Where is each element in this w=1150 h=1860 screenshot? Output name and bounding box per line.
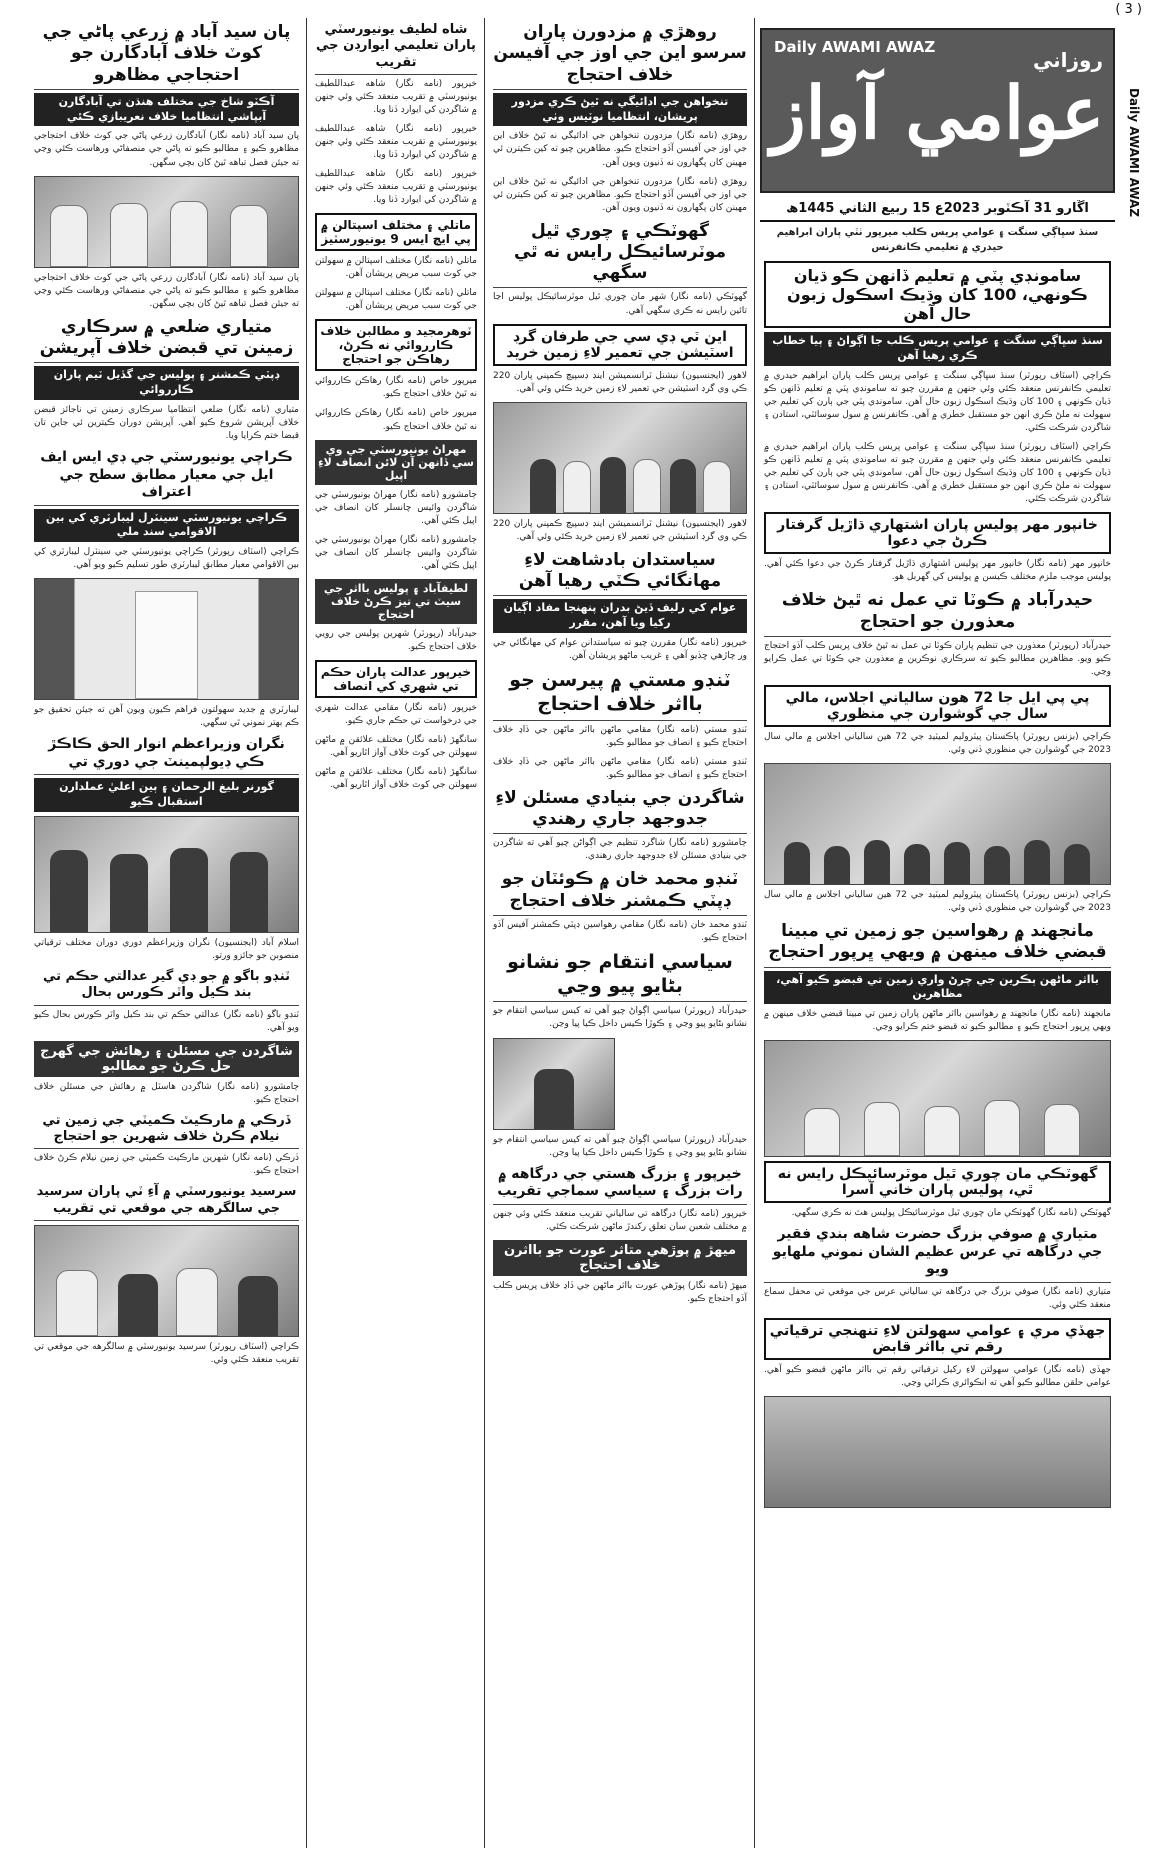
photo-figure (784, 842, 810, 884)
article-education: ڪراچي (اسٽاف رپورٽر) سنڌ سڀاڳي سنگت ۽ عوامي پريس ڪلب پاران ابراهيم حيدري ۾ تعليمي ڪانفرنس منعقد ڪئي وئي جنهن ۾ مقررن چيو ته سامونڊي پٽي ۾ تعليم ڏانهن ڪو ڌيان ڪونهي ۽ 100 کان وڌيڪ اسڪول زبون حال آهن. سامونڊي پٽي جي ٻارن کي تعليم جي سهولت نه ملڻ ڪري انهن جو مستقبل خطري ۾ آهي. ڪانفرنس ۾ سول سوسائٽي، استادن ۽ شاگردن شرڪت ڪئي. (764, 370, 1111, 433)
subheadline-matiari-land: ڊپٽي ڪمشنر ۽ پوليس جي گڏيل ٽيم پاران ڪارروائي (34, 366, 299, 400)
article-matiari-urs: متياري (نامه نگار) صوفي بزرگ جي درگاهه تي سالياني عرس جي موقعي تي محفل سماع منعقد ڪئي وئي. (764, 1286, 1111, 1310)
article-sanghar-cont: سانگهڙ (نامه نگار) مختلف علائقن ۾ ماڻهن سهولتن جي کوٽ خلاف آواز اٿاريو آهي. (315, 767, 477, 791)
article-political-revenge: حيدرآباد (رپورٽر) سياسي اڳواڻ چيو آهي ته کيس سياسي انتقام جو نشانو بڻايو پيو وڃي ۽ ڪوڙا ڪيس داخل ڪيا پيا وڃن. (493, 1006, 747, 1030)
article-ntdc-cont: لاهور (ايجنسيون) نيشنل ٽرانسميشن اينڊ ڊسپيچ ڪمپني پاران 220 ڪي وي گرڊ اسٽيشن جي تعمير لاءِ زمين خريد ڪئي وئي آهي. (493, 518, 747, 542)
headline-latifabad: لطيفآباد ۽ پوليس بااثر جي سيٽ تي تيز ڪرڻ خلاف احتجاج (315, 579, 477, 624)
photo-figure (924, 1106, 960, 1156)
column-3 (311, 18, 481, 1848)
subheadline-karachi-uni: ڪراچي يونيورسٽي سينٽرل ليبارٽري کي بين الاقوامي سند ملي (34, 509, 299, 543)
headline-matiari-urs: متياري ۾ صوفي بزرگ حضرت شاهه بندي فقير جي درگاهه تي عرس عظيم الشان نموني ملهايو ويو (764, 1226, 1111, 1283)
column-1 (760, 18, 1115, 1848)
column-rule (306, 18, 307, 1848)
headline-sirsyed: سرسيد يونيورسٽي ۾ آءِ ٽي پاران سرسيد جي سالگرهه جي موقعي تي تقريب (34, 1184, 299, 1221)
page-number: ( 3 ) (1115, 2, 1142, 17)
column-rule (484, 18, 485, 1848)
headline-hyderabad: حيدرآباد ۾ ڪوٽا تي عمل نه ٿيڻ خلاف معذورن جو احتجاج (764, 590, 1111, 637)
photo-figure (230, 205, 268, 267)
photo-portrait (493, 1038, 615, 1130)
masthead (760, 28, 1115, 193)
subheadline-manjhand: بااثر ماڻهن ٻڪرين جي چرڻ واري زمين تي قبضو ڪيو آهي، مظاهرين (764, 971, 1111, 1005)
headline-mehran: مهراڻ يونيورسٽي جي وي سي ڏانهن آن لائن انصاف لاءِ اپيل (315, 440, 477, 485)
article-pan-syedabad-cont: پان سيد آباد (نامه نگار) آبادگارن زرعي پاڻي جي کوٽ خلاف احتجاجي مظاهرو ڪيو ۽ مطالبو ڪيو ته پاڻي جي منصفاڻي ورهاست ڪئي وڃي ته جيئن فصل تباهه ٿيڻ کان بچي سگهن. (34, 272, 299, 309)
headline-daharki: ڏرڪي ۾ مارڪيٽ ڪميٽي جي زمين تي نيلام ڪرڻ خلاف شهرين جو احتجاج (34, 1113, 299, 1150)
photo-figure (864, 1102, 900, 1156)
photo-figure (170, 201, 208, 267)
photo-pm-visit (34, 816, 299, 933)
headline-tando-bago: ٽنڊو باگو ۾ جو ڊي گير عدالتي حڪم تي بند ڪيل واٽر ڪورس بحال (34, 969, 299, 1006)
photo-figure (1044, 1104, 1080, 1156)
headline-political-revenge: سياسي انتقام جو نشانو بڻايو پيو وڃي (493, 951, 747, 1003)
photo-figure (984, 1100, 1020, 1156)
headline-tando-mkhan: ٽنڊو محمد خان ۾ ڪوئٽان جو ڊپٽي ڪمشنر خلاف احتجاج (493, 869, 747, 916)
article-rohri: روهڙي (نامه نگار) مزدورن تنخواهن جي ادائيگي نه ٿيڻ خلاف اين جي اوز جي آفيسن آڏو احتجاج ڪيو. مظاهرين چيو ته کين ڪيترن ئي مهينن کان پگهارون نه ڏنيون ويون آهن. (493, 131, 747, 168)
article-mehar: ميهڙ (نامه نگار) پوڙهي عورت بااثر ماڻهن جي ڏاڍ خلاف پريس ڪلب آڏو احتجاج ڪيو. (493, 1280, 747, 1304)
subheadline-pm-visit: گورنر بليغ الرحمان ۽ ٻين اعليٰ عملدارن استقبال ڪيو (34, 778, 299, 812)
photo-ppl-meeting (764, 763, 1111, 885)
photo-figure (824, 846, 850, 884)
photo-figure (904, 844, 930, 884)
article-khanpur: خانپور مهر (نامه نگار) خانپور مهر پوليس اشتهاري ڌاڙيل گرفتار ڪرڻ جي دعوا ڪئي آهي. پوليس موجب ملزم مختلف ڪيسن ۾ پوليس کي گهربل هو. (764, 559, 1111, 583)
article-daharki: ڏرڪي (نامه نگار) شهرين مارڪيٽ ڪميٽي جي زمين نيلام ڪرڻ خلاف احتجاج ڪيو. (34, 1153, 299, 1177)
article-rohri-cont: روهڙي (نامه نگار) مزدورن تنخواهن جي ادائيگي نه ٿيڻ خلاف اين جي اوز جي آفيسن آڏو احتجاج ڪيو. مظاهرين چيو ته کين ڪيترن ئي مهينن کان پگهارون نه ڏنيون ويون آهن. (493, 176, 747, 213)
headline-salu: شاه لطيف يونيورسٽي پاران تعليمي ايوارڊن جي تقريب (315, 22, 477, 75)
article-latifabad: حيدرآباد (رپورٽر) شهرين پوليس جي رويي خلاف احتجاج ڪيو. (315, 628, 477, 652)
article-pan-syedabad: پان سيد آباد (نامه نگار) آبادگارن زرعي پاڻي جي کوٽ خلاف احتجاجي مظاهرو ڪيو ۽ مطالبو ڪيو ته پاڻي جي منصفاڻي ورهاست ڪئي وڃي ته جيئن فصل تباهه ٿيڻ کان بچي سگهن. (34, 131, 299, 168)
article-tando-bago: ٽنڊو باگو (نامه نگار) عدالتي حڪم تي بند ڪيل واٽر ڪورس بحال ڪيو ويو آهي. (34, 1009, 299, 1033)
headline-karachi-uni: ڪراچي يونيورسٽي جي ڊي ايس ايف ايل جي معيار مطابق سطح جي اعتراف (34, 449, 299, 506)
photo-lab-corridor (34, 578, 299, 700)
photo-figure (633, 459, 661, 513)
headline-students: شاگردن جي بنيادي مسئلن لاءِ جدوجهد جاري رهندي (493, 788, 747, 835)
photo-building (764, 1396, 1111, 1508)
headline-jhuddo: جهڏي مري ۽ عوامي سهولتن لاءِ تنهنجي ترقياتي رقم تي بااثر قابض (764, 1318, 1111, 1360)
article-matiari-land: متياري (نامه نگار) ضلعي انتظاميا سرڪاري زمينن تي ناجائز قبضن خلاف آپريشن شروع ڪيو آهي. آپريشن دوران ڪيترين ئي جاين تان قبضا ختم ڪرايا ويا. (34, 404, 299, 441)
headline-ppl: پي پي ايل جا 72 هون سالياني اجلاس، مالي سال جي گوشوارن جي منظوري (764, 685, 1111, 727)
photo-figure (56, 1270, 98, 1336)
headline-ghotki: گهوٽڪي مان چوري ٿيل موٽرسائيڪل رايس نه ٿي، پوليس پاران خاني آسرا (764, 1161, 1111, 1203)
article-khairpur-court: خيرپور (نامه نگار) مقامي عدالت شهري جي درخواست تي حڪم جاري ڪيو. (315, 702, 477, 726)
headline-matli: ماتلي ۽ مختلف اسپتالن ۾ پي ايچ ايس 9 يونيورسٽيز (315, 213, 477, 251)
article-ghotki-bike: گهوٽڪي (نامه نگار) شهر مان چوري ٿيل موٽرسائيڪل پوليس اڃا تائين رايس نه ڪري سگهي آهي. (493, 292, 747, 316)
subheadline-education: سنڌ سڀاڳي سنگت ۽ عوامي پريس ڪلب جا اڳواڻ ۽ ٻيا خطاب ڪري رهيا آهن (764, 332, 1111, 366)
article-matli: ماتلي (نامه نگار) مختلف اسپتالن ۾ سهولتن جي کوٽ سبب مريض پريشان آهن. (315, 256, 477, 280)
article-sirsyed: ڪراچي (اسٽاف رپورٽر) سرسيد يونيورسٽي ۾ سالگرهه جي موقعي تي تقريب منعقد ڪئي وئي. (34, 1341, 299, 1366)
column-rule (754, 18, 755, 1848)
photo-figure (238, 1276, 278, 1336)
article-residents-cont: ميرپور خاص (نامه نگار) رهاڪن ڪارروائي نه ٿيڻ خلاف احتجاج ڪيو. (315, 408, 477, 432)
masthead-daily-urdu: روزاني (1032, 48, 1103, 72)
photo-figure (984, 846, 1010, 884)
photo-figure (804, 1108, 840, 1156)
photo-figure (1064, 844, 1090, 884)
photo-sirsyed-event (34, 1225, 299, 1337)
article-salu-cont: خيرپور (نامه نگار) شاهه عبداللطيف يونيورسٽي ۾ تقريب منعقد ڪئي وئي جنهن ۾ شاگردن کي ايوارڊ ڏنا ويا. (315, 123, 477, 160)
photo-figure (118, 1274, 158, 1336)
headline-ghotki-bike: گهوٽڪي ۽ چوري ٿيل موٽرسائيڪل رايس نه ٿي سگهي (493, 221, 747, 289)
headline-rohri: روهڙي ۾ مزدورن پاران سرسو اين جي اوز جي آفيسن خلاف احتجاج (493, 22, 747, 90)
photo-farmers (34, 176, 299, 268)
article-tando-mkhan: ٽنڊو محمد خان (نامه نگار) مقامي رهواسين ڊپٽي ڪمشنر آفيس آڏو احتجاج ڪيو. (493, 919, 747, 943)
photo-figure (230, 852, 268, 932)
article-students: ڄامشورو (نامه نگار) شاگرد تنظيم جي اڳواڻن چيو آهي ته شاگردن جي بنيادي مسئلن لاءِ جدوجهد جاري رهندي. (493, 838, 747, 862)
article-tando-masti: ٽنڊو مستي (نامه نگار) مقامي ماڻهن بااثر ماڻهن جي ڏاڍ خلاف احتجاج ڪيو ۽ انصاف جو مطالبو ڪيو. (493, 724, 747, 748)
photo-figure (176, 1268, 218, 1336)
subheadline-rohri: تنخواهن جي ادائيگي نه ٿيڻ ڪري مزدور پريشان، انتظاميا نوٽيس وٺي (493, 93, 747, 127)
article-karachi-uni: ڪراچي (اسٽاف رپورٽر) ڪراچي يونيورسٽي جي سينٽرل ليبارٽري کي بين الاقوامي معيار مطابق ليبارٽري طور تسليم ڪيو ويو آهي. (34, 547, 299, 571)
dateline: اڱارو 31 آڪٽوبر 2023ع 15 ربيع الثاني 1445ھ (760, 198, 1115, 222)
article-ppl: ڪراچي (بزنس رپورٽر) پاڪستان پيٽروليم لميٽيڊ جي 72 هين سالياني اجلاس ۾ مالي سال 2023 جي گوشوارن جي منظوري ڏني وئي. (764, 731, 1111, 755)
photo-figure (170, 848, 208, 932)
photo-figure (600, 457, 626, 513)
headline-pan-syedabad: پان سيد آباد ۾ زرعي پاڻي جي کوٽ خلاف آبادگارن جو احتجاجي مظاهرو (34, 22, 299, 90)
article-mehran-cont: ڄامشورو (نامه نگار) مهراڻ يونيورسٽي جي شاگردن وائيس چانسلر کان انصاف جي اپيل ڪئي آهي. (315, 534, 477, 571)
headline-pm-visit: نگران وزيراعظم انوار الحق ڪاڪڙ ڪي ڊيولپمينٽ جي دوري تي (34, 736, 299, 775)
headline-student-housing: شاگردن جي مسئلن ۽ رهائش جي گهرج حل ڪرڻ جو مطالبو (34, 1041, 299, 1077)
article-ntdc: لاهور (ايجنسيون) نيشنل ٽرانسميشن اينڊ ڊسپيچ ڪمپني پاران 220 ڪي وي گرڊ اسٽيشن جي تعمير لاءِ زمين خريد ڪئي وئي آهي. (493, 370, 747, 394)
photo-figure (703, 461, 731, 513)
article-manjhand: مانجهند (نامه نگار) مانجهند ۾ رهواسين بااثر ماڻهن پاران زمين تي مبينا قبضي خلاف مينهن ۾ ويهي ڀرپور احتجاج ڪيو ۽ مطالبو ڪيو ته قبضو ختم ڪرايو وڃي. (764, 1009, 1111, 1033)
photo-figure (944, 842, 970, 884)
article-hyderabad: حيدرآباد (رپورٽر) معذورن جي تنظيم پاران ڪوٽا تي عمل نه ٿيڻ خلاف پريس ڪلب آڏو احتجاج ڪيو ويو. مظاهرين مطالبو ڪيو ته سرڪاري نوڪرين ۾ معذورن جي ڪوٽا تي عمل ڪرايو وڃي. (764, 640, 1111, 677)
headline-politicians: سياستدان بادشاهت لاءِ مهانگائي ڪٽي رهيا آهن (493, 550, 747, 597)
column-2 (489, 18, 751, 1848)
photo-figure (50, 205, 88, 267)
photo-figure (864, 840, 890, 884)
photo-figure (563, 461, 591, 513)
photo-manjhand-protest (764, 1040, 1111, 1157)
masthead-english: Daily AWAMI AWAZ (774, 38, 936, 56)
headline-khanpur: خانپور مهر پوليس پاران اشتهاري ڌاڙيل گرفتار ڪرڻ جي دعوا (764, 512, 1111, 554)
article-pm-visit: اسلام آباد (ايجنسيون) نگران وزيراعظم دوري دوران مختلف ترقياتي منصوبن جو جائزو ورتو. (34, 938, 299, 962)
headline-education: سامونڊي پٽي ۾ تعليم ڏانهن ڪو ڌيان ڪونهي، 100 کان وڌيڪ اسڪول زبون حال آهن (764, 261, 1111, 328)
column-4 (30, 18, 303, 1848)
headline-residents: ٽوهرمجيد و مطالبن خلاف ڪارروائي نه ڪرڻ، رهاڪن جو احتجاج (315, 319, 477, 371)
headline-kicker: سنڌ سڀاڳي سنگت ۽ عوامي پريس ڪلب ميرپور ٺٽي پاران ابراهيم حيدري ۾ تعليمي ڪانفرنس (776, 227, 1099, 253)
newspaper-page (30, 18, 1141, 1848)
article-politicians: خيرپور (نامه نگار) مقررن چيو ته سياستدانن عوام کي مهانگائي جي ور چاڙهي ڇڏيو آهي ۽ غريب ماڻهو پريشان آهن. (493, 637, 747, 661)
article-khairpur-dargah: خيرپور (نامه نگار) درگاهه تي سالياني تقريب منعقد ڪئي وئي جنهن ۾ مختلف شعبن سان تعلق رکندڙ ماڻهن شرڪت ڪئي. (493, 1208, 747, 1232)
article-sanghar: سانگهڙ (نامه نگار) مختلف علائقن ۾ ماڻهن سهولتن جي کوٽ خلاف آواز اٿاريو آهي. (315, 735, 477, 759)
photo-figure (534, 1069, 574, 1129)
photo-figure (50, 850, 88, 932)
photo-figure (530, 459, 556, 513)
article-karachi-uni-cont: ليبارٽري ۾ جديد سهولتون فراهم ڪيون ويون آهن ته جيئن تحقيق جو ڪم بهتر نموني ٿي سگهي. (34, 705, 299, 729)
headline-tando-masti: ٽنڊو مستي ۾ پيرسن جو بااثر خلاف احتجاج (493, 669, 747, 721)
photo-figure (110, 203, 148, 267)
photo-ntdc-group (493, 402, 747, 514)
article-tando-masti-cont: ٽنڊو مستي (نامه نگار) مقامي ماڻهن بااثر ماڻهن جي ڏاڍ خلاف احتجاج ڪيو ۽ انصاف جو مطالبو ڪيو. (493, 756, 747, 780)
subheadline-pan-syedabad: آڪٽو شاخ جي مختلف هنڌن تي آبادگارن آبپاشي انتظاميا خلاف نعريبازي ڪئي (34, 93, 299, 127)
headline-khairpur-court: خيرپور عدالت پاران حڪم تي شهري کي انصاف (315, 660, 477, 698)
photo-figure (110, 854, 148, 932)
article-jhuddo: جهڏي (نامه نگار) عوامي سهولتن لاءِ رکيل ترقياتي رقم تي بااثر ماڻهن قبضو ڪيو آهي. عوامي حلقن مطالبو ڪيو آهي ته انڪوائري ڪرائي وڃي. (764, 1365, 1111, 1389)
headline-ntdc: اين ٽي ڊي سي جي طرفان گرڊ اسٽيشن جي تعمير لاءِ زمين خريد (493, 324, 747, 366)
headline-khairpur-dargah: خيرپور ۽ بزرگ ھستي جي درگاھه ۾ رات بزرگ ۽ سياسي سماجي تقريب (493, 1166, 747, 1205)
article-student-housing: ڄامشورو (نامه نگار) شاگردن هاسٽل ۾ رهائش جي مسئلن خلاف احتجاج ڪيو. (34, 1081, 299, 1105)
article-residents: ميرپور خاص (نامه نگار) رهاڪن ڪارروائي نه ٿيڻ خلاف احتجاج ڪيو. (315, 376, 477, 400)
subheadline-politicians: عوام کي رليف ڏيڻ بدران پنهنجا مفاد اڳيان رکيا ويا آهن، مقرر (493, 599, 747, 633)
article-ppl-cont: ڪراچي (بزنس رپورٽر) پاڪستان پيٽروليم لميٽيڊ جي 72 هين سالياني اجلاس ۾ مالي سال 2023 جي گوشوارن جي منظوري ڏني وئي. (764, 889, 1111, 914)
article-matli-cont: ماتلي (نامه نگار) مختلف اسپتالن ۾ سهولتن جي کوٽ سبب مريض پريشان آهن. (315, 288, 477, 312)
headline-manjhand: مانجهند ۾ رهواسين جو زمين تي مبينا قبضي خلاف مينهن ۾ ويهي ڀرپور احتجاج (764, 921, 1111, 968)
side-label: Daily AWAMI AWAZ (1127, 88, 1141, 218)
headline-matiari-land: متياري ضلعي ۾ سرڪاري زمينن تي قبضن خلاف آپريشن (34, 317, 299, 364)
article-salu: خيرپور (نامه نگار) شاهه عبداللطيف يونيورسٽي ۾ تقريب منعقد ڪئي وئي جنهن ۾ شاگردن کي ايوارڊ ڏنا ويا. (315, 78, 477, 115)
photo-figure (1024, 840, 1050, 884)
article-ghotki: گهوٽڪي (نامه نگار) گهوٽڪي مان چوري ٿيل موٽرسائيڪل پوليس هٿ نه ڪري سگهي. (791, 1208, 1111, 1219)
article-salu-cont2: خيرپور (نامه نگار) شاهه عبداللطيف يونيورسٽي ۾ تقريب منعقد ڪئي وئي جنهن ۾ شاگردن کي ايوارڊ ڏنا ويا. (315, 169, 477, 206)
article-education-cont: ڪراچي (اسٽاف رپورٽر) سنڌ سڀاڳي سنگت ۽ عوامي پريس ڪلب پاران ابراهيم حيدري ۾ تعليمي ڪانفرنس منعقد ڪئي وئي جنهن ۾ مقررن چيو ته سامونڊي پٽي ۾ تعليم ڏانهن ڪو ڌيان ڪونهي ۽ 100 کان وڌيڪ اسڪول زبون حال آهن. سامونڊي پٽي جي ٻارن کي تعليم جي سهولت نه ملڻ ڪري انهن جو مستقبل خطري ۾ آهي. ڪانفرنس ۾ سول سوسائٽي، استادن ۽ شاگردن شرڪت ڪئي. (764, 441, 1111, 505)
masthead-logo: عوامي آواز (770, 70, 1105, 155)
headline-mehar: ميهڙ ۾ پوڙهي متاثر عورت جو بااثرن خلاف احتجاج (493, 1240, 747, 1276)
article-political-revenge-cont: حيدرآباد (رپورٽر) سياسي اڳواڻ چيو آهي ته کيس سياسي انتقام جو نشانو بڻايو پيو وڃي ۽ ڪوڙا ڪيس داخل ڪيا پيا وڃن. (493, 1134, 747, 1158)
photo-figure (670, 459, 696, 513)
article-mehran: ڄامشورو (نامه نگار) مهراڻ يونيورسٽي جي شاگردن وائيس چانسلر کان انصاف جي اپيل ڪئي آهي. (315, 489, 477, 526)
